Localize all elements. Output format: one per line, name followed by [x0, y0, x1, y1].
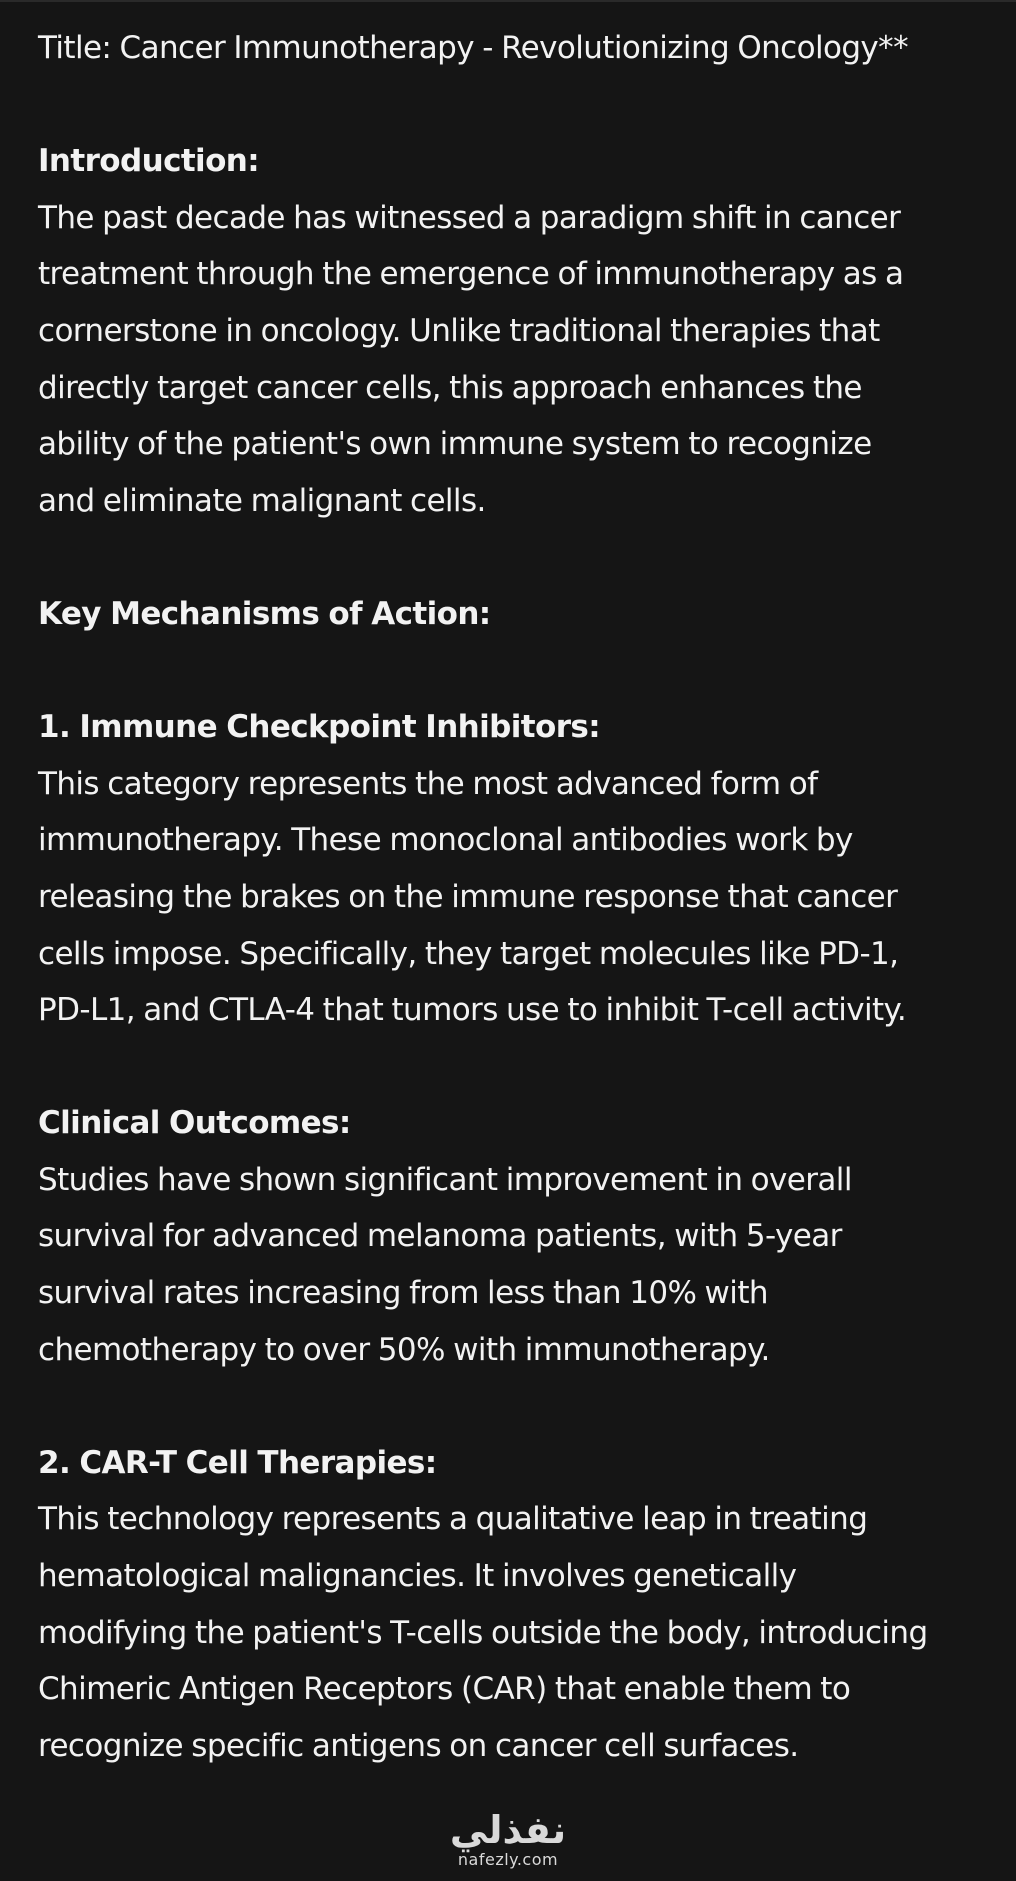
- paragraph-line: chemotherapy to over 50% with immunotherapy.: [38, 1331, 770, 1368]
- paragraph-line: cornerstone in oncology. Unlike traditional therapies that: [38, 312, 880, 349]
- mechanisms-heading: Key Mechanisms of Action:: [38, 595, 491, 632]
- paragraph-line: recognize specific antigens on cancer cell surfaces.: [38, 1727, 799, 1764]
- paragraph-line: The past decade has witnessed a paradigm shift in cancer: [38, 199, 901, 236]
- paragraph-line: modifying the patient's T-cells outside the body, introducing: [38, 1614, 928, 1651]
- spacer: [38, 643, 988, 700]
- paragraph-line: survival rates increasing from less than 10% with: [38, 1275, 768, 1312]
- outcomes-heading: Clinical Outcomes:: [38, 1105, 351, 1142]
- paragraph-line: immunotherapy. These monoclonal antibodies work by: [38, 822, 853, 859]
- paragraph-line: cells impose. Specifically, they target molecules like PD-1,: [38, 935, 899, 972]
- paragraph-line: ability of the patient's own immune system to recognize: [38, 426, 872, 463]
- checkpoint-heading: 1. Immune Checkpoint Inhibitors:: [38, 709, 601, 746]
- spacer: [38, 529, 988, 586]
- paragraph-line: Studies have shown significant improvement in overall: [38, 1161, 852, 1198]
- spacer: [38, 1378, 988, 1435]
- paragraph-line: survival for advanced melanoma patients, with 5-year: [38, 1218, 842, 1255]
- paragraph-line: releasing the brakes on the immune response that cancer: [38, 878, 898, 915]
- watermark-logo: نفذلي: [449, 1808, 567, 1852]
- watermark: [443, 1810, 573, 1876]
- introduction-heading: Introduction:: [38, 143, 260, 180]
- watermark-url: nafezly.com: [457, 1850, 559, 1869]
- document-title: Title: Cancer Immunotherapy - Revolutionizing Oncology**: [38, 30, 908, 66]
- spacer: [38, 77, 988, 134]
- document-content: [38, 20, 988, 1774]
- paragraph-line: PD-L1, and CTLA-4 that tumors use to inhibit T-cell activity.: [38, 992, 907, 1029]
- paragraph-line: Chimeric Antigen Receptors (CAR) that enable them to: [38, 1671, 851, 1708]
- paragraph-line: treatment through the emergence of immunotherapy as a: [38, 256, 904, 293]
- spacer: [38, 1039, 988, 1096]
- paragraph-line: This technology represents a qualitative leap in treating: [38, 1501, 868, 1538]
- paragraph-line: This category represents the most advanced form of: [38, 765, 818, 802]
- cart-heading: 2. CAR-T Cell Therapies:: [38, 1444, 437, 1481]
- paragraph-line: directly target cancer cells, this approach enhances the: [38, 369, 862, 406]
- paragraph-line: and eliminate malignant cells.: [38, 482, 486, 519]
- paragraph-line: hematological malignancies. It involves genetically: [38, 1558, 797, 1595]
